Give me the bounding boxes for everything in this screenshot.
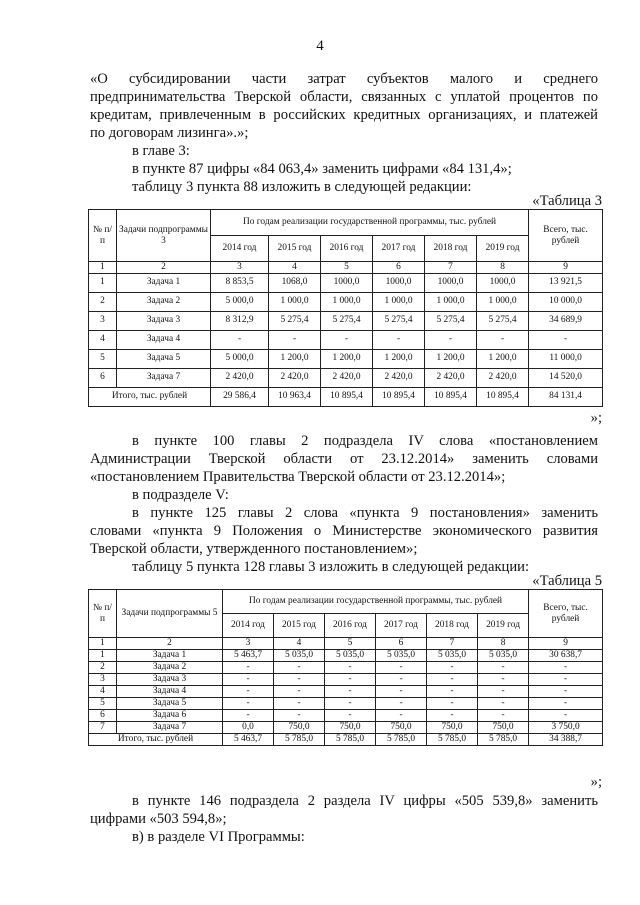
table-cell: - — [427, 673, 478, 685]
table-cell: - — [376, 661, 427, 673]
table-cell: 9 — [529, 262, 603, 274]
table-cell: Итого, тыс. рублей — [89, 387, 211, 406]
table-cell: - — [376, 697, 427, 709]
table-row — [89, 649, 603, 661]
table-cell: 5 275,4 — [321, 311, 373, 330]
table-cell: - — [376, 673, 427, 685]
table-cell: 1 000,0 — [373, 292, 425, 311]
table-cell: - — [223, 709, 274, 721]
table-cell: - — [269, 330, 321, 349]
table-cell: 750,0 — [478, 721, 529, 733]
table-cell: Задача 2 — [117, 661, 223, 673]
table-cell: - — [223, 661, 274, 673]
table-cell: 2 420,0 — [373, 368, 425, 387]
table-cell: 4 — [89, 330, 117, 349]
table-cell: 1 000,0 — [269, 292, 321, 311]
table-cell: 10 895,4 — [477, 387, 529, 406]
table-cell: - — [373, 330, 425, 349]
table-cell: 3 750,0 — [529, 721, 603, 733]
table-cell: - — [477, 330, 529, 349]
paragraph-line: в пункте 87 цифры «84 063,4» заменить цифрами «84 131,4»; — [132, 161, 512, 177]
table-cell: - — [529, 685, 603, 697]
table-cell: 10 895,4 — [321, 387, 373, 406]
table-cell: 3 — [223, 638, 274, 650]
table-cell: 5 463,7 — [223, 733, 274, 745]
table-cell: Задача 7 — [117, 721, 223, 733]
table-cell: 5 — [89, 349, 117, 368]
table-cell: 6 — [89, 709, 117, 721]
table5-header-num: № п/п — [89, 590, 117, 638]
paragraph-line: по договорам лизинга».»; — [90, 125, 249, 141]
paragraph-line: в пункте 100 главы 2 подраздела IV слова «постановлением — [132, 433, 598, 449]
table5-label: «Таблица 5 — [532, 573, 602, 589]
table-cell: 2 — [117, 262, 211, 274]
table-cell: 10 895,4 — [425, 387, 477, 406]
table3-header-total: Всего, тыс. рублей — [529, 210, 603, 262]
table5-index-row — [89, 638, 603, 650]
table-cell: Задача 1 — [117, 649, 223, 661]
table-cell: 8 853,5 — [211, 273, 269, 292]
table-cell: 5 275,4 — [425, 311, 477, 330]
table3-total-row — [89, 387, 603, 406]
table-cell: - — [211, 330, 269, 349]
table-cell: 34 689,9 — [529, 311, 603, 330]
table5-total-row — [89, 733, 603, 745]
table-cell: 2 420,0 — [321, 368, 373, 387]
paragraph-line: Тверской области, утвержденного постановлением»; — [90, 541, 418, 557]
table-cell: Задача 6 — [117, 709, 223, 721]
table-cell: - — [529, 661, 603, 673]
table-cell: 1068,0 — [269, 273, 321, 292]
table-cell: 14 520,0 — [529, 368, 603, 387]
table-cell: 1 200,0 — [477, 349, 529, 368]
table-cell: 5 035,0 — [376, 649, 427, 661]
table-cell: - — [325, 685, 376, 697]
table-row — [89, 292, 603, 311]
table5 — [88, 589, 603, 746]
table-cell: 5 — [89, 697, 117, 709]
table-cell: 1 — [89, 638, 117, 650]
table-cell: 5 463,7 — [223, 649, 274, 661]
table-cell: - — [274, 709, 325, 721]
table3-year: 2016 год — [321, 236, 373, 262]
table-cell: 9 — [529, 638, 603, 650]
table-cell: 2 — [117, 638, 223, 650]
table-cell: - — [274, 661, 325, 673]
table-cell: 10 963,4 — [269, 387, 321, 406]
table-cell: 5 035,0 — [478, 649, 529, 661]
table-cell: 5 785,0 — [376, 733, 427, 745]
table-cell: 1 — [89, 262, 117, 274]
table-cell: - — [529, 673, 603, 685]
table-cell: 0,0 — [223, 721, 274, 733]
table-cell: - — [427, 709, 478, 721]
table-cell: - — [478, 697, 529, 709]
paragraph-line: Администрации Тверской области от 23.12.2014» заменить словами — [90, 451, 598, 467]
table-cell: Задача 3 — [117, 311, 211, 330]
paragraph-line: в главе 3: — [132, 143, 190, 159]
table-cell: - — [478, 685, 529, 697]
table-cell: - — [325, 709, 376, 721]
table-cell: 2 420,0 — [211, 368, 269, 387]
paragraph-line: кредитам, привлеченным в российских кредитных организациях, и платежей — [90, 107, 598, 123]
table-cell: - — [325, 661, 376, 673]
table-row — [89, 673, 603, 685]
table-cell: 3 — [211, 262, 269, 274]
table-cell: Задача 2 — [117, 292, 211, 311]
table-cell: 3 — [89, 311, 117, 330]
table-cell: 5 785,0 — [325, 733, 376, 745]
table-cell: 750,0 — [274, 721, 325, 733]
table-cell: 8 — [477, 262, 529, 274]
table-cell: - — [376, 685, 427, 697]
table-row — [89, 685, 603, 697]
table-cell: 6 — [89, 368, 117, 387]
table-cell: 5 785,0 — [274, 733, 325, 745]
table-cell: 5 000,0 — [211, 349, 269, 368]
table-cell: 8 312,9 — [211, 311, 269, 330]
table3-label: «Таблица 3 — [532, 193, 602, 209]
table-cell: 2 — [89, 292, 117, 311]
table-cell: 29 586,4 — [211, 387, 269, 406]
table3-year: 2014 год — [211, 236, 269, 262]
table3-header-num: № п/п — [89, 210, 117, 262]
table-cell: 2 — [89, 661, 117, 673]
table-cell: 13 921,5 — [529, 273, 603, 292]
table3-year: 2017 год — [373, 236, 425, 262]
table-cell: 7 — [425, 262, 477, 274]
table-row — [89, 697, 603, 709]
table-row — [89, 311, 603, 330]
table5-header-years: По годам реализации государственной программы, тыс. рублей — [223, 590, 529, 614]
table-cell: 5 000,0 — [211, 292, 269, 311]
table3-header-years: По годам реализации государственной программы, тыс. рублей — [211, 210, 529, 236]
page-number: 4 — [316, 38, 324, 54]
table3-header-task: Задачи подпрограммы 3 — [117, 210, 211, 262]
table-row — [89, 709, 603, 721]
table3 — [88, 209, 603, 407]
paragraph-line: таблицу 3 пункта 88 изложить в следующей редакции: — [132, 179, 472, 195]
table5-header-total: Всего, тыс. рублей — [529, 590, 603, 638]
paragraph-line: цифрами «503 594,8»; — [90, 811, 227, 827]
table-cell: 3 — [89, 673, 117, 685]
table-cell: 1 000,0 — [425, 292, 477, 311]
paragraph-line: в) в разделе VI Программы: — [132, 829, 305, 845]
table3-year: 2019 год — [477, 236, 529, 262]
table-cell: 1 200,0 — [321, 349, 373, 368]
table5-header-task: Задачи подпрограммы 5 — [117, 590, 223, 638]
table-cell: 1000,0 — [477, 273, 529, 292]
table-cell: 2 420,0 — [477, 368, 529, 387]
table-cell: Задача 4 — [117, 330, 211, 349]
table-cell: - — [478, 673, 529, 685]
table-cell: Задача 5 — [117, 349, 211, 368]
table-cell: Задача 7 — [117, 368, 211, 387]
table-cell: Итого, тыс. рублей — [89, 733, 223, 745]
table-cell: 10 895,4 — [373, 387, 425, 406]
paragraph-line: в пункте 125 главы 2 слова «пункта 9 постановления» заменить — [132, 505, 598, 521]
paragraph-line: предпринимательства Тверской области, связанных с уплатой процентов по — [90, 89, 598, 105]
table-cell: 5 035,0 — [274, 649, 325, 661]
table-cell: 5 — [321, 262, 373, 274]
table-cell: 750,0 — [325, 721, 376, 733]
table-cell: - — [529, 697, 603, 709]
table3-year: 2018 год — [425, 236, 477, 262]
table-cell: 7 — [89, 721, 117, 733]
table-cell: 84 131,4 — [529, 387, 603, 406]
paragraph-line: в пункте 146 подраздела 2 раздела IV цифры «505 539,8» заменить — [132, 793, 598, 809]
table-row — [89, 349, 603, 368]
table5-year: 2015 год — [274, 614, 325, 638]
table-cell: 34 388,7 — [529, 733, 603, 745]
table-cell: - — [376, 709, 427, 721]
table-cell: - — [529, 709, 603, 721]
table-cell: Задача 5 — [117, 697, 223, 709]
table-row — [89, 661, 603, 673]
table-cell: 6 — [376, 638, 427, 650]
table-cell: Задача 3 — [117, 673, 223, 685]
table-cell: 5 275,4 — [477, 311, 529, 330]
table-cell: - — [325, 697, 376, 709]
paragraph-line: словами «пункта 9 Положения о Министерстве экономического развития — [90, 523, 598, 539]
table-cell: - — [223, 697, 274, 709]
table-cell: 4 — [269, 262, 321, 274]
table-cell: - — [274, 685, 325, 697]
table-cell: 8 — [478, 638, 529, 650]
table-cell: - — [325, 673, 376, 685]
table-cell: 5 035,0 — [427, 649, 478, 661]
table-cell: Задача 1 — [117, 273, 211, 292]
table-cell: 4 — [274, 638, 325, 650]
table-cell: 1 200,0 — [269, 349, 321, 368]
table-cell: - — [478, 661, 529, 673]
table3-year: 2015 год — [269, 236, 321, 262]
table-cell: 1 200,0 — [373, 349, 425, 368]
table-cell: 10 000,0 — [529, 292, 603, 311]
table5-close: »; — [590, 774, 602, 790]
table-cell: 1000,0 — [321, 273, 373, 292]
table-cell: 1 000,0 — [477, 292, 529, 311]
table-cell: 5 035,0 — [325, 649, 376, 661]
table-cell: 1 — [89, 649, 117, 661]
table-cell: 750,0 — [376, 721, 427, 733]
table-cell: 5 275,4 — [269, 311, 321, 330]
table-cell: 1000,0 — [373, 273, 425, 292]
table-cell: 1 200,0 — [425, 349, 477, 368]
table-row — [89, 721, 603, 733]
table-cell: 7 — [427, 638, 478, 650]
table3-index-row — [89, 262, 603, 274]
table-cell: - — [425, 330, 477, 349]
paragraph-line: «постановлением Правительства Тверской области от 23.12.2014»; — [90, 469, 506, 485]
table-cell: 1 — [89, 273, 117, 292]
table-cell: 2 420,0 — [425, 368, 477, 387]
table-cell: 6 — [373, 262, 425, 274]
paragraph-line: таблицу 5 пункта 128 главы 3 изложить в следующей редакции: — [132, 559, 530, 575]
table5-year: 2014 год — [223, 614, 274, 638]
table5-year: 2019 год — [478, 614, 529, 638]
table-cell: - — [274, 673, 325, 685]
table-cell: - — [427, 697, 478, 709]
paragraph-line: «О субсидировании части затрат субъектов малого и среднего — [90, 71, 598, 87]
table-cell: 4 — [89, 685, 117, 697]
table-cell: - — [529, 330, 603, 349]
table-row — [89, 368, 603, 387]
table-cell: 30 638,7 — [529, 649, 603, 661]
table-cell: 5 785,0 — [478, 733, 529, 745]
table-cell: - — [321, 330, 373, 349]
table-row — [89, 273, 603, 292]
table-cell: - — [427, 661, 478, 673]
table-cell: 2 420,0 — [269, 368, 321, 387]
paragraph-line: в подразделе V: — [132, 487, 229, 503]
table5-year: 2016 год — [325, 614, 376, 638]
table5-year: 2017 год — [376, 614, 427, 638]
table-cell: Задача 4 — [117, 685, 223, 697]
table-cell: - — [478, 709, 529, 721]
table-cell: 1 000,0 — [321, 292, 373, 311]
table-cell: - — [427, 685, 478, 697]
table-row — [89, 330, 603, 349]
table3-close: »; — [590, 410, 602, 426]
table-cell: 1000,0 — [425, 273, 477, 292]
table-cell: 5 — [325, 638, 376, 650]
table-cell: - — [223, 685, 274, 697]
table-cell: 750,0 — [427, 721, 478, 733]
table-cell: - — [274, 697, 325, 709]
table-cell: - — [223, 673, 274, 685]
table5-year: 2018 год — [427, 614, 478, 638]
table-cell: 5 275,4 — [373, 311, 425, 330]
table-cell: 11 000,0 — [529, 349, 603, 368]
table-cell: 5 785,0 — [427, 733, 478, 745]
